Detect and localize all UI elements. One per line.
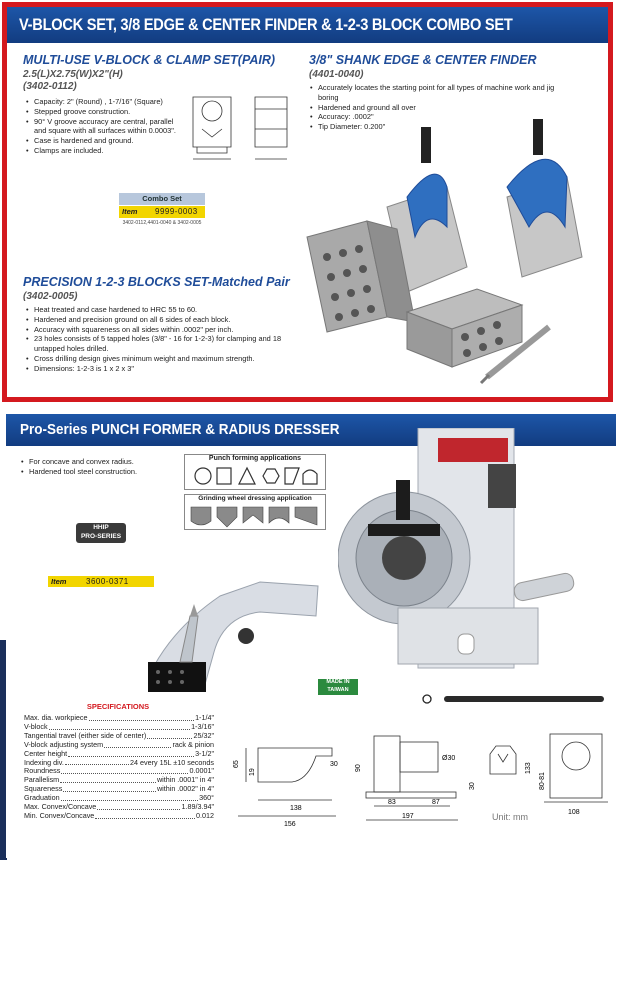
punch-shapes-icon [193,465,319,487]
blocks-bullet: • Dimensions: 1-2-3 is 1 x 2 x 3" [25,364,305,374]
brand-top-text: HHIP [93,524,109,531]
punch-former-bullets [20,457,190,477]
spec-value: 1-3/16" [191,721,214,731]
dim-108: 108 [568,809,580,816]
dim-83: 83 [388,799,396,806]
combo-set-panel [2,2,613,402]
vblock-bullets [25,97,187,156]
grinding-dressing-box [184,494,326,530]
spec-key: Max. Convex/Concave [24,802,97,812]
spec-key: Squareness [24,784,63,794]
extension-rod-photo [420,690,610,710]
brand-bottom-text: PRO-SERIES [80,533,122,540]
punch-former-bullet: • For concave and convex radius. [20,457,190,467]
punch-former-title: Pro-Series PUNCH FORMER & RADIUS DRESSER [20,421,340,438]
radius-dresser-arm-photo [140,576,320,706]
spec-key: Indexing div. [24,757,64,767]
punch-former-item-label: Item [51,577,67,586]
specifications-title: SPECIFICATIONS [86,702,150,711]
vblock-size: 2.5(L)X2.75(W)X2"(H) [23,69,123,80]
spec-leader [95,812,195,819]
spec-key: Center height [24,748,68,758]
spec-key: Parallelism [24,775,60,785]
spec-row [24,714,214,723]
side-view-dimension-drawing [346,728,470,826]
finder-bullet: • Accuracy: .0002" [309,112,559,122]
finder-code: (4401-0040) [309,69,364,80]
spec-leader [89,714,195,721]
blocks-bullets [25,305,305,374]
spec-row [24,812,214,821]
blocks-bullet: • Cross drilling design gives minimum weight and maximum strength. [25,354,305,364]
spec-value: within .0001" in 4" [156,775,214,785]
punch-former-item-number: 3600-0371 [86,577,129,586]
hhip-pro-series-logo [76,523,126,543]
grinding-dressing-label: Grinding wheel dressing application [198,495,312,502]
finder-bullet: • Hardened and ground all over [309,103,559,113]
dim-90: 90 [355,764,362,772]
spec-leader [97,803,180,810]
dim-19: 19 [249,768,256,776]
vblock-bullet: • Clamps are included. [25,146,187,156]
spec-key: V-block [24,721,48,731]
combo-product-photo [297,117,597,387]
spec-value: within .0002" in 4" [156,784,214,794]
combo-item-bar [119,206,205,218]
spec-value: 3-1/2" [195,748,214,758]
vblock-bullet: • Capacity: 2" (Round) , 1-7/16" (Square) [25,97,187,107]
spec-value: 0.0001" [189,766,214,776]
vblock-bullet: • Stepped groove construction. [25,107,187,117]
blocks-bullet: • Accuracy with squareness on all sides within .0002" per inch. [25,325,305,335]
punch-forming-label: Punch forming applications [208,455,302,462]
spec-leader [49,723,190,730]
arm-dimension-drawing [232,736,350,830]
dim-65: 65 [233,760,240,768]
finder-title: 3/8" SHANK EDGE & CENTER FINDER [309,53,537,67]
blocks-code: (3402-0005) [23,291,78,302]
grinding-wheel-shapes-icon [189,505,323,529]
specifications-table [20,702,216,832]
spec-value: 24 every 15L ±10 seconds [130,757,214,767]
spec-leader [61,767,188,774]
spec-leader [104,741,171,748]
specifications-rows [24,714,214,821]
spec-leader [61,794,199,801]
dim-156: 156 [284,821,296,828]
dim-197: 197 [402,813,414,820]
combo-set-label: Combo Set [119,193,205,205]
dim-30-front: 30 [469,782,476,790]
spec-key: Min. Convex/Concave [24,810,95,820]
spec-value: 1-1/4" [195,713,214,722]
combo-part-numbers: 3402-0112,4401-0040 & 3402-0005 [122,220,202,226]
combo-item-number: 9999-0003 [155,207,198,216]
spec-key: Roundness [24,766,61,776]
unit-label: Unit: mm [492,812,528,822]
spec-key: V-block adjusting system [24,739,104,749]
blocks-bullet: • Heat treated and case hardened to HRC 55 to 60. [25,305,305,315]
front-view-dimension-drawing [464,730,610,818]
spec-leader [65,759,129,766]
punch-forming-box [184,454,326,490]
spec-key: Graduation [24,793,60,803]
spec-value: 1.89/3.94" [181,802,214,812]
vblock-bullet: • 90° V groove accuracy are central, parallel and square with all surfaces within 0.0003". [25,117,187,137]
punch-former-item-bar [48,576,154,587]
spec-value: 360° [199,793,214,803]
spec-value: rack & pinion [172,739,214,749]
spec-value: 0.012 [196,810,214,820]
spec-key: Tangential travel (either side of center) [24,730,147,740]
vblock-title: MULTI-USE V-BLOCK & CLAMP SET(PAIR) [23,53,276,67]
dim-30-arm: 30 [330,761,338,768]
dim-138: 138 [290,805,302,812]
vblock-bullet: • Case is hardened and ground. [25,136,187,146]
taiwan-text: TAIWAN [327,686,349,693]
combo-set-header [7,7,608,43]
combo-set-title: V-BLOCK SET, 3/8 EDGE & CENTER FINDER & 1-2-3 BLOCK COMBO SET [19,15,513,34]
combo-set-box [119,193,205,232]
dim-133: 133 [525,762,532,774]
spec-value: 25/32" [193,730,214,740]
spec-leader [147,732,192,739]
punch-former-machine-photo [338,428,610,690]
spec-leader [68,750,194,757]
made-in-taiwan-badge [318,679,358,695]
vblock-code: (3402-0112) [23,81,77,92]
finder-bullet: • Tip Diameter: 0.200" [309,122,559,132]
blocks-bullet: • Hardened and precision ground on all 6 sides of each block. [25,315,305,325]
blocks-title: PRECISION 1-2-3 BLOCKS SET-Matched Pair [23,275,290,289]
punch-former-bullet: • Hardened tool steel construction. [20,467,190,477]
made-in-text: MADE IN [326,679,350,685]
dim-diameter-30: Ø30 [442,755,456,762]
spec-leader [60,776,156,783]
blocks-bullet: • 23 holes consists of 5 tapped holes (3/8" - 16 for 1-2-3) for clamping and 18 untapped holes drilled. [25,334,305,354]
dim-87: 87 [432,799,440,806]
vblock-drawing [183,89,303,169]
spec-key: Max. dia. workpiece [24,713,88,722]
dim-80-81: 80-81 [539,772,546,790]
spec-leader [63,785,156,792]
combo-item-label: Item [122,207,138,216]
finder-bullet: • Accurately locates the starting point for all types of machine work and jig boring [309,83,559,103]
